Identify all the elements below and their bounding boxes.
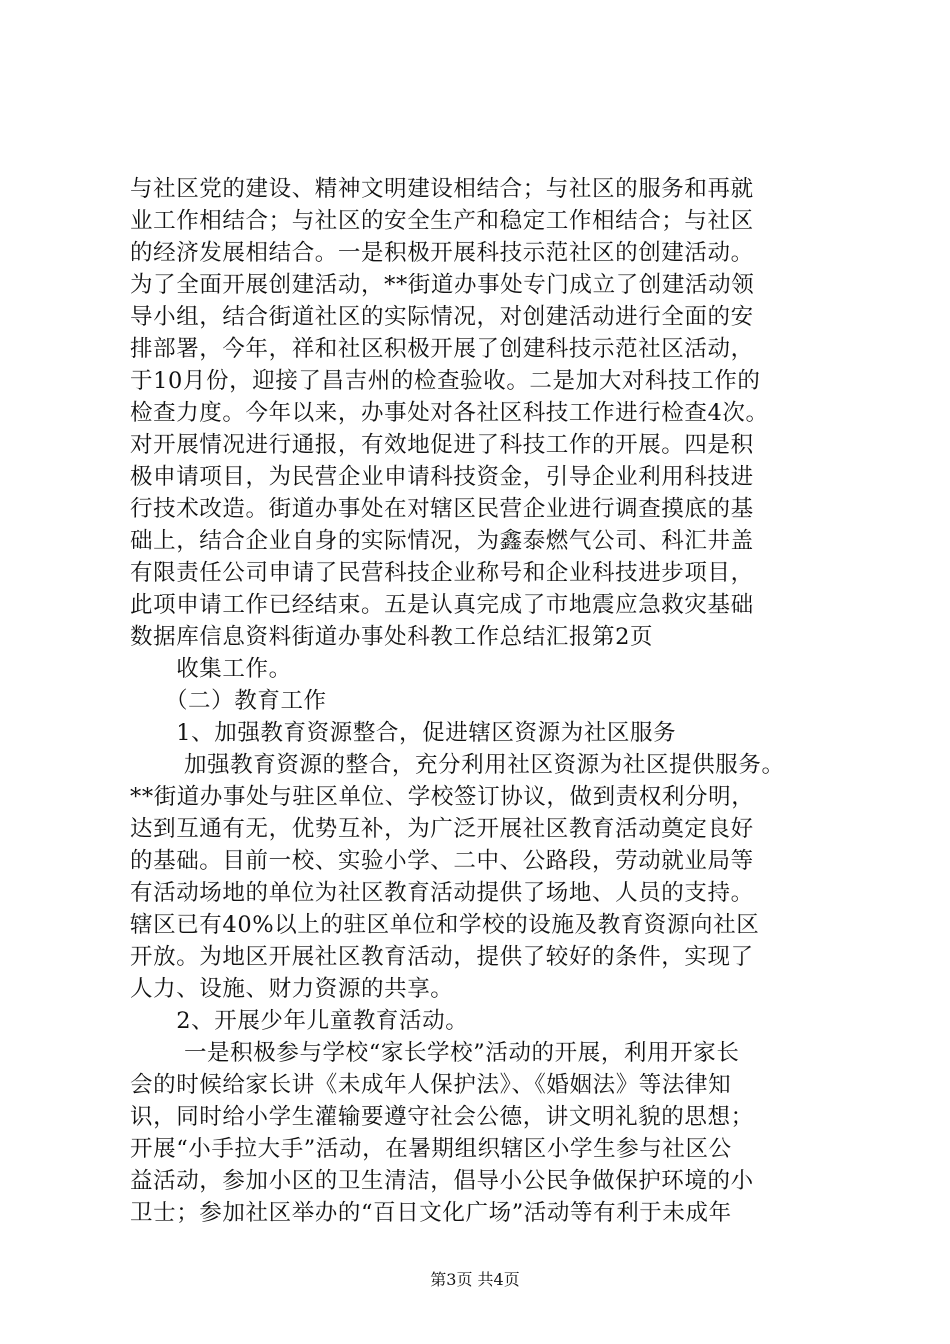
text-line: 此项申请工作已经结束。五是认真完成了市地震应急救灾基础 (130, 592, 754, 618)
text-line: 础上，结合企业自身的实际情况，为鑫泰燃气公司、科汇井盖 (130, 528, 754, 554)
text-line: 极申请项目，为民营企业申请科技资金，引导企业利用科技进 (130, 464, 754, 490)
text-line: 会的时候给家长讲《未成年人保护法》、《婚姻法》等法律知 (130, 1072, 732, 1098)
text-line: 为了全面开展创建活动，**街道办事处专门成立了创建活动领 (130, 272, 755, 298)
text-line: 达到互通有无，优势互补，为广泛开展社区教育活动奠定良好 (130, 816, 754, 842)
text-line: 开放。为地区开展社区教育活动，提供了较好的条件，实现了 (130, 944, 754, 970)
text-line: 业工作相结合；与社区的安全生产和稳定工作相结合；与社区 (130, 208, 754, 234)
text-line: 人力、设施、财力资源的共享。 (130, 976, 454, 1002)
subsection-heading: 1、加强教育资源整合，促进辖区资源为社区服务 (130, 720, 677, 746)
text-line: 的基础。目前一校、实验小学、二中、公路段，劳动就业局等 (130, 848, 754, 874)
text-line: 检查力度。今年以来，办事处对各社区科技工作进行检查4次。 (130, 400, 769, 426)
page-number: 第3页 共4页 (430, 1270, 520, 1289)
text-line: 辖区已有40%以上的驻区单位和学校的设施及教育资源向社区 (130, 912, 760, 938)
text-line: 数据库信息资料街道办事处科教工作总结汇报第2页 (130, 624, 654, 650)
text-line: 识，同时给小学生灌输要遵守社会公德，讲文明礼貌的思想； (130, 1104, 754, 1130)
text-line: 一是积极参与学校“家长学校”活动的开展，利用开家长 (130, 1040, 740, 1066)
text-line: 益活动，参加小区的卫生清洁，倡导小公民争做保护环境的小 (130, 1168, 754, 1194)
text-line: 行技术改造。街道办事处在对辖区民营企业进行调查摸底的基 (130, 496, 754, 522)
text-line: 有活动场地的单位为社区教育活动提供了场地、人员的支持。 (130, 880, 754, 906)
text-line: 收集工作。 (130, 656, 292, 682)
section-heading: （二）教育工作 (130, 688, 327, 714)
text-line: 有限责任公司申请了民营科技企业称号和企业科技进步项目， (130, 560, 754, 586)
text-line: 对开展情况进行通报，有效地促进了科技工作的开展。四是积 (130, 432, 754, 458)
text-line: 的经济发展相结合。一是积极开展科技示范社区的创建活动。 (130, 240, 754, 266)
text-line: 于10月份，迎接了昌吉州的检查验收。二是加大对科技工作的 (130, 368, 761, 394)
text-line: 加强教育资源的整合，充分利用社区资源为社区提供服务。 (130, 752, 785, 778)
subsection-heading: 2、开展少年儿童教育活动。 (130, 1008, 469, 1034)
text-line: 卫士；参加社区举办的“百日文化广场”活动等有利于未成年 (130, 1200, 732, 1226)
text-line: 排部署，今年，祥和社区积极开展了创建科技示范社区活动， (130, 336, 754, 362)
text-line: **街道办事处与驻区单位、学校签订协议，做到责权利分明， (130, 784, 755, 810)
text-line: 导小组，结合街道社区的实际情况，对创建活动进行全面的安 (130, 304, 754, 330)
text-line: 与社区党的建设、精神文明建设相结合；与社区的服务和再就 (130, 176, 754, 202)
text-line: 开展“小手拉大手”活动，在暑期组织辖区小学生参与社区公 (130, 1136, 732, 1162)
